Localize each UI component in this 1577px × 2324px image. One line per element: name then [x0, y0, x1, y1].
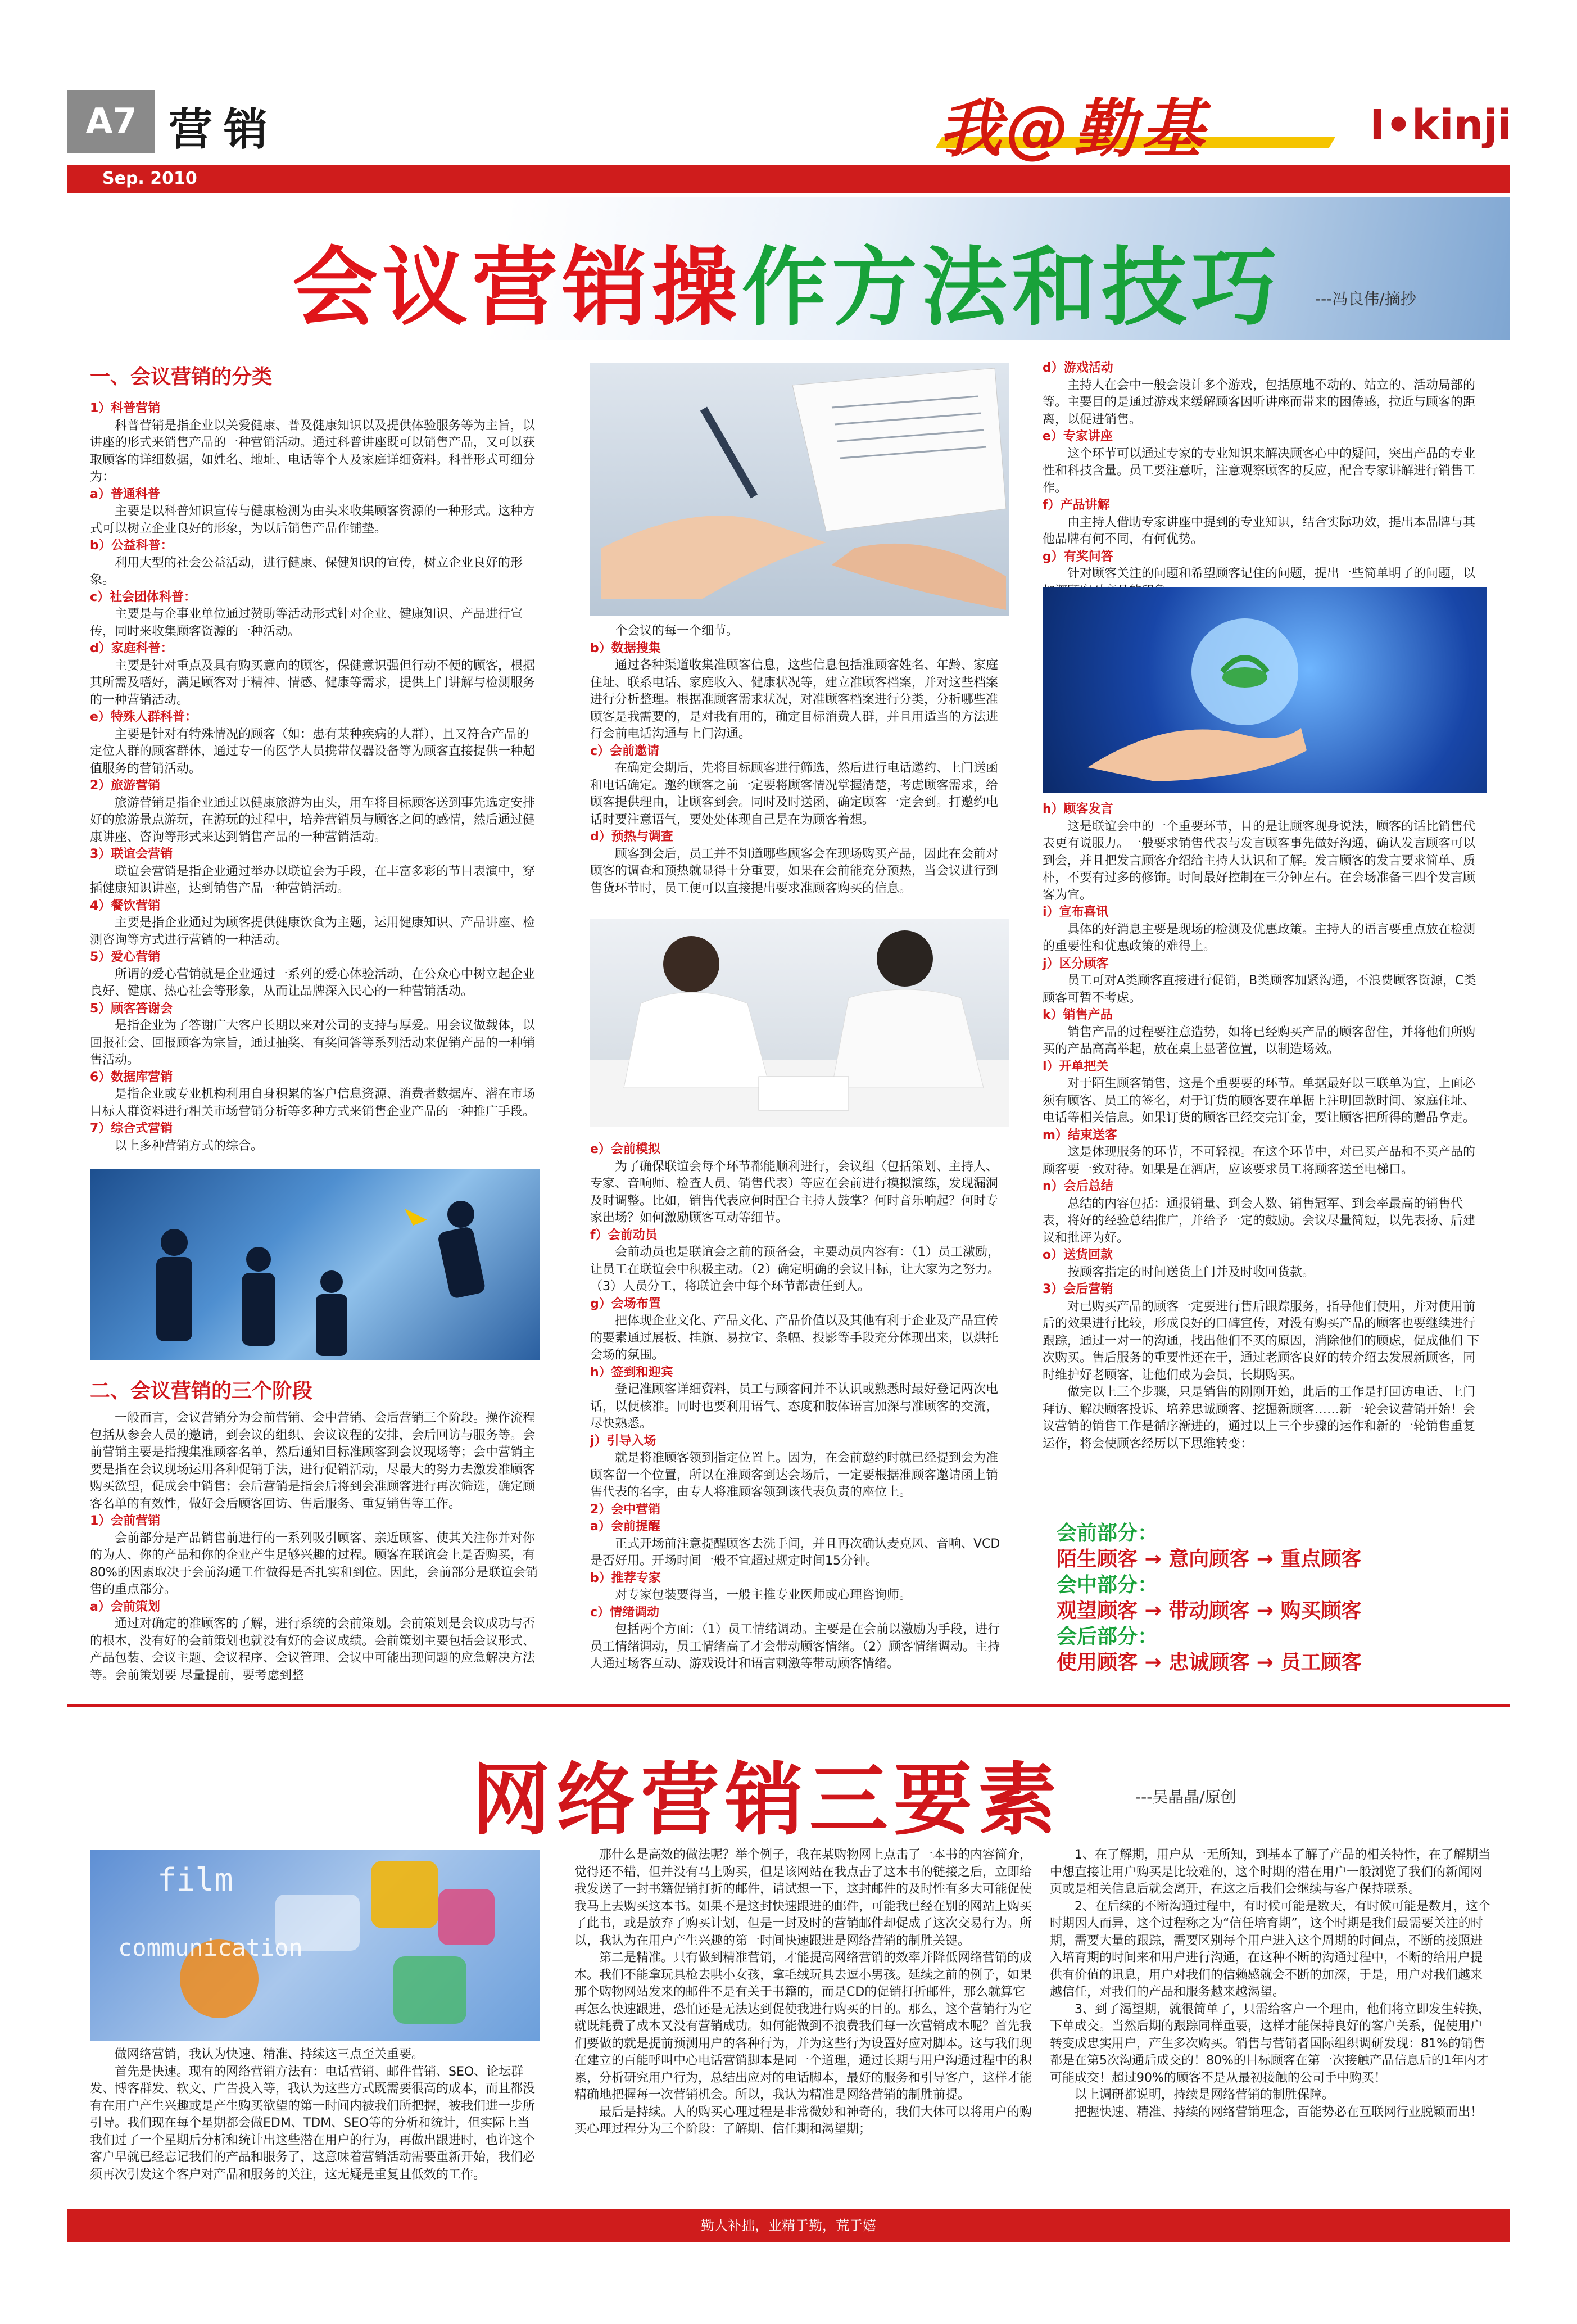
subheading: c）社会团体科普： [90, 590, 197, 604]
paragraph: 主要是针对重点及具有购买意向的顾客，保健意识强但行动不便的顾客，根据其所需及嗜好，满足顾客对于精神、情感、健康等需求，提供上门讲解与检测服务的一种营销活动。 [90, 658, 536, 707]
paragraph: 按顾客指定的时间送货上门并及时收回货款。 [1067, 1265, 1315, 1279]
subheading: e）特殊人群科普： [90, 710, 197, 724]
section-name: 营销 [169, 105, 279, 155]
subheading: l）开单把关 [1043, 1059, 1109, 1074]
subheading: 2）旅游营销 [90, 779, 161, 793]
article-column [590, 1141, 1009, 1673]
paragraph: 旅游营销是指企业通过以健康旅游为由头，用车将目标顾客送到事先选定安排好的旅游景点游玩，在游玩的过程中，培养营销员与顾客之间的感情，然后通过健康讲座、咨询等形式来达到销售产品的一种营销活动。 [90, 795, 536, 844]
footer-slogan: 勤人补拙，业精于勤，荒于嬉 [67, 2209, 1510, 2242]
stage-flow: 观望顾客 → 带动顾客 → 购买顾客 [1057, 1599, 1362, 1622]
paragraph: 所谓的爱心营销就是企业通过一系列的爱心体验活动，在公众心中树立起企业良好、健康、热心社会等形象，从而让品牌深入民心的一种营销活动。 [90, 967, 536, 998]
stage-label: 会后部分： [1057, 1625, 1158, 1648]
paragraph: 会前动员也是联谊会之前的预备会，主要动员内容有：（1）员工激励，让员工在联谊会中积极主动。（2）确定明确的会议目标，让大家为之努力。（3）人员分工，将联谊会中每个环节都责任到人。 [590, 1245, 1000, 1294]
subheading: 1）会前营销 [90, 1514, 161, 1528]
article-column [1043, 801, 1487, 1453]
subheading: g）有奖问答 [1043, 549, 1113, 564]
issue-date: Sep. 2010 [102, 169, 197, 188]
customer-stage-flow [1057, 1521, 1484, 1676]
paragraph: 员工可对A类顾客直接进行促销，B类顾客加紧沟通，不浪费顾客资源，C类顾客可暂不考虑。 [1043, 974, 1476, 1005]
paragraph: 把握快速、精准、持续的网络营销理念，百能势必在互联网行业脱颖而出！ [1075, 2105, 1483, 2119]
paragraph: 那什么是高效的做法呢？举个例子，我在某购物网上点击了一本书的内容简介，觉得还不错，但并没有马上购买，但是该网站在我点击了这本书的链接之后，立即给我发送了一封书籍促销打折的邮件，请试想一下，这封邮件的及时性有多大可能促使我马上去购买这本书。如果不是这封快速跟进的邮件，可能我已经在别的网站上购买了此书，或是放弃了购买计划，但是一封及时的营销邮件却促成了这次交易行为。所以，我认为在用户产生兴趣的第一时间快速跟进是网络营销的制胜关键。 [574, 1848, 1032, 1948]
paragraph: 2、在后续的不断沟通过程中，有时候可能是数天，有时候可能是数月，这个时期因人而异，这个过程称之为“信任培育期”，这个时期是我们最需要关注的时期，需要大量的跟踪，需要区别每个用户进入这个周期的时间点，不断的接照进入培育期的时间来和用户进行沟通，在这种不断的沟通过程中，不断的给用户提供有价值的讯息，用户对我们的信赖感就会不断的加深，于是，用户对我们越来越信任，对我们的产品和服务越来越渴望。 [1050, 1899, 1490, 1999]
paragraph: 对于陌生顾客销售，这是个重要要的环节。单据最好以三联单为宜，上面必须有顾客、员工的签名，对于订货的顾客要在单据上注明回款时间、家庭住址、电话等相关信息。如果订货的顾客已经交完订金，要让顾客把所得的赠品拿走。 [1043, 1077, 1476, 1125]
paragraph: 正式开场前注意提醒顾客去洗手间，并且再次确认麦克风、音响、VCD是否好用。开场时间一般不宜超过规定时间15分钟。 [590, 1536, 1000, 1568]
subheading: 2）会中营销 [590, 1502, 661, 1517]
business-people-illustration [90, 1169, 540, 1360]
subheading: b）推荐专家 [590, 1571, 661, 1585]
subheading: h）签到和迎宾 [590, 1365, 673, 1380]
stage-3 [1057, 1624, 1484, 1676]
stage-1 [1057, 1521, 1484, 1572]
paragraph: 做网络营销，我认为快速、精准、持续这三点至关重要。 [115, 2047, 424, 2061]
paragraph: 第二是精准。只有做到精准营销，才能提高网络营销的效率并降低网络营销的成本。我们不能拿玩具枪去哄小女孩，拿毛绒玩具去逗小男孩。延续之前的例子，如果那个购物网站发来的邮件不是有关于书籍的，而是CD的促销打折邮件，那么就算它再怎么快速跟进，恐怕还是无法达到促使我进行购买的目的。那么，这个营销行为它就既耗费了成本又没有营销成功。如何能做到不浪费我们每一次营销成本呢？首先我们要做的就是提前预测用户的各种行为，并为这些行为设置好应对脚本。这与我们现在建立的百能呼叫中心电话营销脚本是同一个道理，通过长期与用户沟通过程中的积累，分析研究用户行为，总结出应对的电话脚本，最好的服务和引导客户，这样才能精确地把握每一次营销机会。所以，我认为精准是网络营销的制胜前提。 [574, 1951, 1032, 2102]
subheading: 3）联谊会营销 [90, 847, 173, 861]
stage-label: 会中部分： [1057, 1574, 1158, 1597]
subheading: e）会前模拟 [590, 1142, 660, 1156]
article-column [1050, 1847, 1494, 2121]
article-title [292, 219, 1281, 342]
subheading: 5）爱心营销 [90, 950, 161, 964]
article-column [90, 2046, 540, 2183]
paragraph: 以上多种营销方式的综合。 [115, 1138, 264, 1153]
paragraph: 最后是持续。人的购买心理过程是非常微妙和神奇的，我们大体可以将用户的购买心理过程分为三个阶段：了解期、信任期和渴望期； [574, 2105, 1032, 2136]
paragraph: 主要是指企业通过为顾客提供健康饮食为主题，运用健康知识、产品讲座、检测咨询等方式进行营销的一种活动。 [90, 916, 536, 947]
subheading: a）会前提醒 [590, 1520, 660, 1534]
section-heading-2: 二、会议营销的三个阶段 [90, 1380, 313, 1403]
communication-photo [90, 1850, 540, 2041]
section-heading-1: 一、会议营销的分类 [90, 365, 273, 388]
article-column [90, 400, 540, 1155]
office-meeting-photo [590, 919, 1009, 1127]
paragraph: 在确定会期后，先将目标顾客进行筛选，然后进行电话邀约、上门送函和电话确定。邀约顾客之前一定要将顾客情况掌握清楚，考虑顾客需求，给顾客提供理由，让顾客到会。同时及时送函，确定顾客一定会到。打邀约电话时要注意语气，要处处体现自己是在为顾客着想。 [590, 761, 999, 827]
paragraph: 登记准顾客详细资料，员工与顾客间并不认识或熟悉时最好登记两次电话，以便核准。同时也要利用语气、态度和肢体语言加深与准顾客的交流，尽快熟悉。 [590, 1382, 999, 1431]
subheading: n）会后总结 [1043, 1179, 1113, 1193]
subheading: m）结束送客 [1043, 1128, 1117, 1142]
subheading: f）产品讲解 [1043, 498, 1110, 512]
subheading: k）销售产品 [1043, 1008, 1113, 1022]
paragraph: 由主持人借助专家讲座中提到的专业知识，结合实际功效，提出本品牌与其他品牌有何不同，有何优势。 [1043, 515, 1476, 546]
paragraph: 主要是针对有特殊情况的顾客（如：患有某种疾病的人群），且又符合产品的定位人群的顾客群体，通过专一的医学人员携带仪器设备等为顾客直接提供一种超值服务的营销活动。 [90, 727, 536, 776]
paragraph: 通过各种渠道收集准顾客信息，这些信息包括准顾客姓名、年龄、家庭住址、联系电话、家庭收入、健康状况等，建立准顾客档案，并对这些档案进行分析整理。根据准顾客需求状况，对准顾客档案进行分类，分析哪些准顾客是我需要的，是对我有用的，确定目标消费人群，并且用适当的方法进行会前电话沟通与上门沟通。 [590, 658, 999, 741]
paragraph: 主要是以科普知识宣传与健康检测为由头来收集顾客资源的一种形式。这种方式可以树立企业良好的形象，为以后销售产品作铺垫。 [90, 504, 536, 536]
globe-hands-illustration [1043, 587, 1487, 793]
paragraph: 以上调研都说明，持续是网络营销的制胜保障。 [1075, 2088, 1335, 2102]
page-number: A7 [67, 90, 155, 153]
article-column [574, 1847, 1035, 2138]
paragraph: 是指企业或专业机构利用自身积累的客户信息资源、消费者数据库、潜在市场目标人群资料进行相关市场营销分析等多种方式来销售企业产品的一种推广手段。 [90, 1087, 536, 1119]
subheading: a）会前策划 [90, 1599, 160, 1614]
article2-title: 网络营销三要素 [472, 1755, 1063, 1846]
paragraph: 个会议的每一个细节。 [615, 624, 739, 638]
subheading: b）公益科普： [90, 539, 173, 553]
subheading: c）会前邀请 [590, 744, 660, 758]
header-bar [67, 165, 1510, 193]
subheading: 5）顾客答谢会 [90, 1001, 173, 1016]
paragraph: 会前部分是产品销售前进行的一系列吸引顾客、亲近顾客、使其关注你并对你的为人、你的产品和你的企业产生足够兴趣的过程。顾客在联谊会上是否购买，有80%的因素取决于会前沟通工作做得是否扎实和到位。因此，会前部分是联谊会销售的重点部分。 [90, 1531, 538, 1597]
article-divider [67, 1704, 1510, 1707]
paragraph: 销售产品的过程要注意造势，如将已经购买产品的顾客留住，并将他们所购买的产品高高举起，放在桌上显著位置，以制造场效。 [1043, 1025, 1476, 1056]
paragraph: 3、到了渴望期，就很简单了，只需给客户一个理由，他们将立即发生转换，下单成交。当然后期的跟踪同样重要，这样才能保持良好的客户关系，促使用户转变成忠实用户，产生多次购买。销售与营销者国际组织调研发现：81%的销售都是在第5次沟通后成交的！80%的目标顾客在第一次接触产品信息后的1年内才可能成交！超过90%的顾客不是从最初接触的公司手中购买！ [1050, 2002, 1490, 2085]
document-hands-illustration [590, 363, 1009, 616]
paragraph: 为了确保联谊会每个环节都能顺利进行，会议组（包括策划、主持人、专家、音响师、检查人员、销售代表）等应在会前进行模拟演练，发现漏洞及时调整。比如，销售代表应何时配合主持人鼓掌？何时音乐响起？何时专家出场？如何激励顾客互动等细节。 [590, 1159, 999, 1225]
paragraph: 联谊会营销是指企业通过举办以联谊会为手段，在丰富多彩的节目表演中，穿插健康知识讲座，达到销售产品一种营销活动。 [90, 864, 536, 896]
stage-2 [1057, 1572, 1484, 1624]
subheading: 1）科普营销 [90, 401, 161, 415]
logo-english: I•kinji [1370, 101, 1512, 150]
brand-logo [939, 79, 1512, 166]
paragraph: 总结的内容包括：通报销量、到会人数、销售冠军、到会率最高的销售代表，将好的经验总结推广，并给予一定的鼓励。会议尽量简短，以先表扬、后建议和批评为好。 [1043, 1196, 1476, 1245]
subheading: d）游戏活动 [1043, 361, 1113, 375]
subheading: 4）餐饮营销 [90, 898, 161, 913]
paragraph: 针对顾客关注的问题和希望顾客记住的问题，提出一些简单明了的问题，以 [1067, 567, 1476, 581]
subheading: h）顾客发言 [1043, 802, 1113, 816]
subheading: d）家庭科普： [90, 641, 173, 655]
business-people-photo [90, 1169, 540, 1360]
paragraph: 是指企业为了答谢广大客户长期以来对公司的支持与厚爱。用会议做载体，以回报社会、回报顾客为宗旨，通过抽奖、有奖问答等系列活动来促销产品的一种销售活动。 [90, 1019, 536, 1067]
subheading: c）情绪调动 [590, 1605, 660, 1620]
stage-label: 会前部分： [1057, 1522, 1158, 1545]
paragraph: 就是将准顾客领到指定位置上。因为，在会前邀约时就已经提到会为准顾客留一个位置，所以在准顾客到达会场后，一定要根据准顾客邀请函上销售代表的名字，由专人将准顾客领到该代表负责的座位上。 [590, 1451, 999, 1499]
article-byline: ---冯良伟/摘抄 [1315, 290, 1416, 308]
paragraph: 做完以上三个步骤，只是销售的刚刚开始，此后的工作是打回访电话、上门拜访、解决顾客投诉、培养忠诚顾客、挖掘新顾客……新一轮会议营销开始！会议营销的销售工作是循序渐进的，通过以上三个步骤的运作和新的一轮销售重复运作，将会使顾客经历以下思维转变： [1043, 1385, 1476, 1451]
subheading: j）区分顾客 [1043, 956, 1109, 971]
subheading: j）引导入场 [590, 1434, 656, 1448]
paragraph: 这是联谊会中的一个重要环节，目的是让顾客现身说法，顾客的话比销售代表更有说服力。一般要求销售代表与发言顾客事先做好沟通，确认发言顾客可以到会，并且把发言顾客介绍给主持人认识和了解。发言顾客的发言要求简单、质朴，不要有过多的修饰。时间最好控制在三分钟左右。在会场准备三四个发言顾客为宜。 [1043, 819, 1476, 902]
subheading: 7）综合式营销 [90, 1122, 173, 1136]
subheading: g）会场布置 [590, 1296, 661, 1311]
subheading: i）宣布喜讯 [1043, 905, 1109, 919]
stage-flow: 使用顾客 → 忠诚顾客 → 员工顾客 [1057, 1651, 1362, 1674]
handshake-document-photo [590, 363, 1009, 616]
paragraph: 主要是与企事业单位通过赞助等活动形式针对企业、健康知识、产品进行宣传，同时来收集顾客资源的一种活动。 [90, 607, 523, 639]
image-word-film: film [157, 1862, 233, 1898]
paragraph: 包括两个方面：（1）员工情绪调动。主要是在会前以激励为手段，进行员工情绪调动，员工情绪高了才会带动顾客情绪。（2）顾客情绪调动。主持人通过场客互动、游戏设计和语言刺激等带动顾客情绪。 [590, 1622, 1000, 1671]
paragraph: 科普营销是指企业以关爱健康、普及健康知识以及提供体验服务等为主旨，以讲座的形式来销售产品的一种营销活动。通过科普讲座既可以销售产品，又可以获取顾客的详细数据，如姓名、地址、电话等个人及家庭详细资料。科普形式可细分为： [90, 418, 536, 484]
article2-byline: ---吴晶晶/原创 [1135, 1788, 1236, 1806]
subheading: d）预热与调查 [590, 830, 673, 844]
paragraph: 1、在了解期，用户从一无所知，到基本了解了产品的相关特性，在了解期当中想直接让用户购买是比较难的，这个时期的潜在用户一般浏览了我们的新闻网页或是相关信息后就会离开，在这之后我们会继续与客户保持联系。 [1050, 1848, 1490, 1896]
paragraph: 对已购买产品的顾客一定要进行售后跟踪服务，指导他们使用，并对使用前后的效果进行比较，形成良好的口碑宣传，对没有购买产品的顾客也要继续进行跟踪，通过一对一的沟通，找出他们不买的原因，消除他们的顾虑，促成他们 下次购买。售后服务的重要性还在于，通过老顾客良好的转介绍去发展新顾客，同时维护好老顾客，让他们成为会员，长期购买。 [1043, 1299, 1479, 1382]
paragraph: 顾客到会后，员工并不知道哪些顾客会在现场购买产品，因此在会前对顾客的调查和预热就显得十分重要，如果在会前能充分预热，当会议进行到售货环节时，员工便可以直接提出要求准顾客购买的信息。 [590, 847, 999, 896]
paragraph: 通过对确定的准顾客的了解，进行系统的会前策划。会前策划是会议成功与否的根本，没有好的会前策划也就没有好的会议成绩。会前策划主要包括会议形式、产品包装、会议主题、会议程序、会议管理、会议中可能出现问题的应急解决方法等。会前策划要 尽量提前，要考虑到整 [90, 1617, 536, 1683]
article-title-red: 会议营销操 [292, 238, 742, 337]
paragraph: 首先是快速。现有的网络营销方法有：电话营销、邮件营销、SEO、论坛群发、博客群发、软文、广告投入等，我认为这些方式既需要很高的成本，而且都没有在用户产生兴趣或是产生购买欲望的第一时间内被我们所把握，被我们进一步所引导。我们现在每个星期都会做EDM、TDM、SEO等的分析和统计，但实际上当我们过了一个星期后分析和统计出这些潜在用户的行为，再做出跟进时，也许这个客户早就已经忘记我们的产品和服务了，这意味着营销活动需要重新开始，我们必须再次引发这个客户对产品和服务的关注，这无疑是重复且低效的工作。 [90, 2064, 536, 2182]
globe-in-hands-photo [1043, 587, 1487, 793]
article-column [90, 1410, 540, 1684]
stage-flow: 陌生顾客 → 意向顾客 → 重点顾客 [1057, 1548, 1362, 1571]
subheading: o）送货回款 [1043, 1248, 1113, 1262]
logo-chinese: 我@勤基 [939, 93, 1208, 166]
subheading: e）专家讲座 [1043, 429, 1113, 444]
subheading: f）会前动员 [590, 1228, 658, 1242]
paragraph: 这是体现服务的环节，不可轻视。在这个环节中，对已买产品和不买产品的顾客要一致对待。如果是在酒店，应该要求员工将顾客送至电梯口。 [1043, 1145, 1476, 1177]
paragraph: 对专家包装要得当，一般主推专业医师或心理咨询师。 [615, 1588, 912, 1602]
paragraph: 把体现企业文化、产品文化、产品价值以及其他有利于企业及产品宣传的要素通过展板、挂旗、易拉宝、条幅、投影等手段充分体现出来，以烘托会场的氛围。 [590, 1314, 999, 1362]
article-title-green: 作方法和技巧 [742, 238, 1281, 337]
article-column [590, 623, 1009, 897]
paragraph: 利用大型的社会公益活动，进行健康、保健知识的宣传，树立企业良好的形象。 [90, 555, 523, 587]
subheading: 6）数据库营销 [90, 1070, 173, 1084]
image-word-communication: communication [118, 1934, 303, 1961]
paragraph: 主持人在会中一般会设计多个游戏，包括原地不动的、站立的、活动局部的等。主要目的是通过游戏来缓解顾客因听讲座而带来的困倦感，拉近与顾客的距离，以促进销售。 [1043, 378, 1476, 427]
paragraph: 一般而言，会议营销分为会前营销、会中营销、会后营销三个阶段。操作流程包括从参会人员的邀请，到会议的组织、会议议程的安排，会后回访与服务等。会前营销主要是指搜集准顾客名单，然后通知目标准顾客到会议现场等；会中营销主要是指在会议现场运用各种促销手法，进行促销活动，尽最大的努力去激发准顾客购买欲望，促成会中销售；会后营销是指会后将到会准顾客进行再次筛选，确定顾客名单的有效性，做好会后顾客回访、售后服务、重复销售等工作。 [90, 1411, 536, 1511]
office-meeting-illustration [590, 919, 1009, 1127]
paragraph: 这个环节可以通过专家的专业知识来解决顾客心中的疑问，突出产品的专业性和科技含量。员工要注意听，注意观察顾客的反应，配合专家讲解进行销售工作。 [1043, 446, 1476, 495]
paragraph: 具体的好消息主要是现场的检测及优惠政策。主持人的语言要重点放在检测的重要性和优惠政策的难得上。 [1043, 922, 1476, 953]
article-column [1043, 360, 1487, 600]
subheading: 3）会后营销 [1043, 1282, 1113, 1296]
subheading: b）数据搜集 [590, 641, 661, 655]
subheading: a）普通科普 [90, 487, 160, 501]
